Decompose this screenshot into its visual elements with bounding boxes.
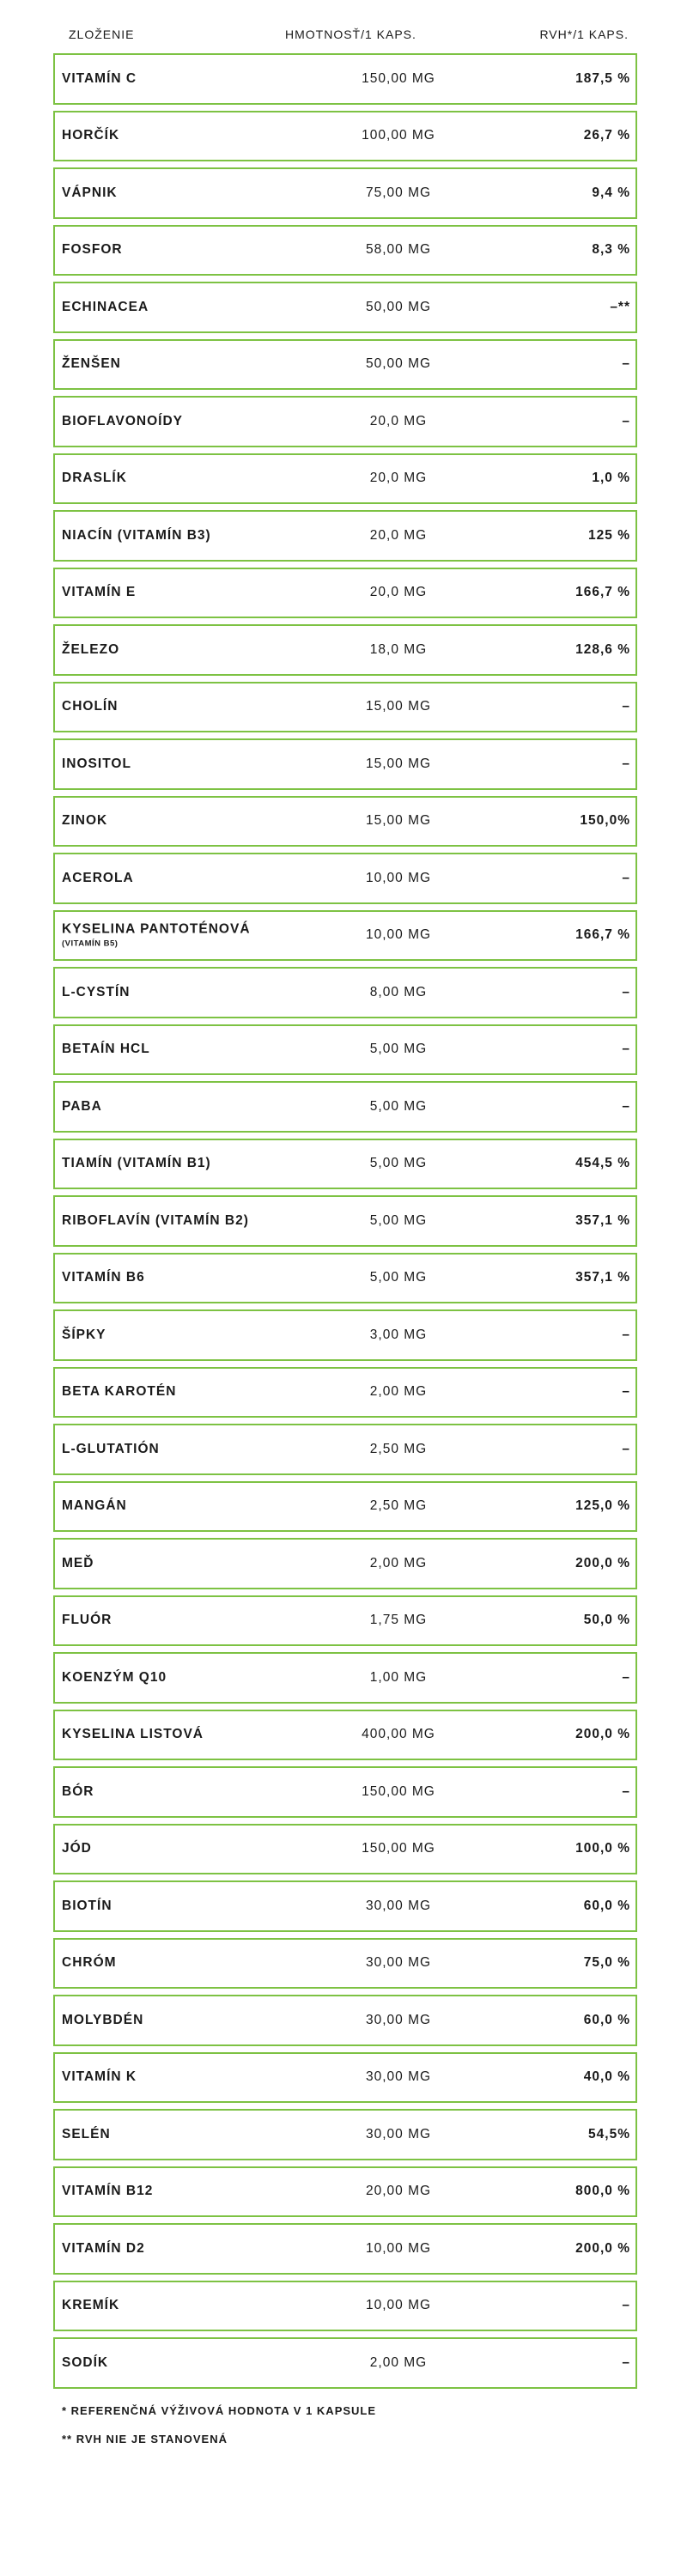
ingredient-label: FLUÓR <box>62 1613 112 1628</box>
ingredient-label: MANGÁN <box>62 1498 127 1514</box>
table-row <box>53 2109 637 2160</box>
ingredient-label: FOSFOR <box>62 242 123 258</box>
ingredient-weight: 400,00 MG <box>362 1727 435 1742</box>
ingredient-label: ZINOK <box>62 813 108 829</box>
column-header-weight: HMOTNOSŤ/1 KAPS. <box>285 27 416 41</box>
table-row <box>53 2281 637 2332</box>
table-row <box>53 1995 637 2046</box>
table-row <box>53 1938 637 1990</box>
table-row <box>53 1253 637 1304</box>
ingredient-rvh: – <box>622 1098 630 1114</box>
ingredient-name <box>62 1442 160 1457</box>
ingredient-name <box>62 1099 102 1115</box>
ingredient-label: MEĎ <box>62 1555 94 1571</box>
ingredient-rvh: – <box>622 1669 630 1685</box>
ingredient-label: VITAMÍN K <box>62 2069 137 2085</box>
table-row <box>53 2166 637 2218</box>
ingredient-weight: 2,00 MG <box>369 1384 428 1400</box>
ingredient-weight: 100,00 MG <box>362 128 435 143</box>
ingredient-rvh: –** <box>610 299 630 314</box>
ingredient-name <box>62 1670 167 1686</box>
ingredient-label: ACEROLA <box>62 870 134 885</box>
table-row <box>53 796 637 848</box>
ingredient-weight: 15,00 MG <box>365 813 432 829</box>
ingredient-name <box>62 1899 112 1914</box>
table-row <box>53 1367 637 1419</box>
ingredient-rvh: – <box>622 2354 630 2370</box>
ingredient-name <box>62 871 134 886</box>
ingredient-label: NIACÍN (VITAMÍN B3) <box>62 527 211 543</box>
ingredient-label: MOLYBDÉN <box>62 2012 144 2027</box>
ingredient-rvh: 166,7 % <box>575 585 630 600</box>
table-row <box>53 1880 637 1932</box>
ingredient-name <box>62 699 118 714</box>
ingredient-weight: 150,00 MG <box>362 70 435 86</box>
ingredient-rvh: – <box>622 699 630 714</box>
ingredient-weight: 75,00 MG <box>365 185 432 200</box>
ingredient-name <box>62 1213 249 1229</box>
table-row <box>53 225 637 276</box>
ingredient-weight: 15,00 MG <box>365 756 432 771</box>
ingredient-name <box>62 1156 211 1171</box>
ingredient-weight: 2,50 MG <box>369 1441 428 1456</box>
ingredient-label: ŽELEZO <box>62 641 120 657</box>
ingredient-label: VITAMÍN D2 <box>62 2240 145 2256</box>
ingredient-name <box>62 71 137 87</box>
ingredient-name <box>62 985 130 1000</box>
ingredient-weight: 10,00 MG <box>365 2298 432 2313</box>
footnote-rvh-definition: * REFERENČNÁ VÝŽIVOVÁ HODNOTA V 1 KAPSULE <box>62 2404 377 2417</box>
ingredient-rvh: – <box>622 413 630 428</box>
ingredient-rvh: 100,0 % <box>575 1841 630 1856</box>
ingredient-label: BIOFLAVONOÍDY <box>62 413 184 428</box>
table-row <box>53 510 637 562</box>
ingredient-label: VITAMÍN B12 <box>62 2184 154 2199</box>
ingredient-rvh: 60,0 % <box>583 2012 630 2027</box>
ingredient-name <box>62 1841 92 1856</box>
ingredient-label: L-CYSTÍN <box>62 984 131 999</box>
table-row <box>53 2223 637 2275</box>
ingredient-weight: 20,00 MG <box>365 2184 432 2199</box>
ingredient-label: BETA KAROTÉN <box>62 1384 177 1400</box>
ingredient-weight: 150,00 MG <box>362 1783 435 1799</box>
ingredient-label: CHRÓM <box>62 1955 117 1971</box>
ingredient-label: BETAÍN HCL <box>62 1042 150 1057</box>
ingredient-rvh: 200,0 % <box>575 1727 630 1742</box>
ingredient-rvh: 60,0 % <box>583 1898 630 1913</box>
ingredient-label: DRASLÍK <box>62 471 127 486</box>
ingredient-label: CHOLÍN <box>62 699 119 714</box>
ingredient-name <box>62 585 136 600</box>
ingredient-weight: 10,00 MG <box>365 927 432 943</box>
ingredient-rvh: 8,3 % <box>592 242 630 258</box>
ingredient-rvh: 454,5 % <box>575 1156 630 1171</box>
table-row <box>53 396 637 447</box>
ingredient-weight: 20,0 MG <box>369 585 428 600</box>
ingredient-weight: 2,00 MG <box>369 1555 428 1571</box>
table-row <box>53 738 637 790</box>
ingredient-name <box>62 2069 137 2085</box>
column-header-composition: ZLOŽENIE <box>69 27 135 41</box>
ingredient-name <box>62 2013 143 2028</box>
ingredient-name <box>62 2298 119 2313</box>
table-row <box>53 1766 637 1818</box>
ingredient-rvh: 128,6 % <box>575 641 630 657</box>
table-row <box>53 624 637 676</box>
ingredient-label: VÁPNIK <box>62 185 118 200</box>
ingredient-label: INOSITOL <box>62 756 131 771</box>
ingredient-rvh: – <box>622 1441 630 1456</box>
ingredient-rvh: 125,0 % <box>575 1498 630 1514</box>
ingredient-rvh: 200,0 % <box>575 2240 630 2256</box>
ingredient-name <box>62 471 127 486</box>
ingredient-label: TIAMÍN (VITAMÍN B1) <box>62 1156 211 1171</box>
table-row <box>53 453 637 505</box>
ingredient-rvh: – <box>622 1042 630 1057</box>
ingredient-rvh: – <box>622 356 630 372</box>
ingredient-name <box>62 922 251 949</box>
ingredient-label: L-GLUTATIÓN <box>62 1441 160 1456</box>
table-header <box>53 27 637 46</box>
ingredient-name <box>62 2241 145 2257</box>
ingredient-label: KOENZÝM Q10 <box>62 1669 167 1685</box>
table-row <box>53 1652 637 1704</box>
table-row <box>53 1139 637 1190</box>
table-row <box>53 282 637 333</box>
ingredient-label: VITAMÍN C <box>62 70 137 86</box>
ingredient-name <box>62 1042 150 1057</box>
column-header-rvh: RVH*/1 KAPS. <box>539 27 629 41</box>
ingredient-rvh: 800,0 % <box>575 2184 630 2199</box>
ingredient-rvh: – <box>622 1783 630 1799</box>
table-row <box>53 1081 637 1133</box>
ingredient-rvh: 75,0 % <box>583 1955 630 1971</box>
ingredient-name <box>62 1384 176 1400</box>
ingredient-name <box>62 2184 153 2199</box>
ingredient-weight: 20,0 MG <box>369 471 428 486</box>
ingredient-weight: 3,00 MG <box>369 1327 428 1342</box>
footnote-rvh-not-set: ** RVH NIE JE STANOVENÁ <box>62 2433 228 2445</box>
table-row <box>53 111 637 162</box>
ingredient-label: KYSELINA LISTOVÁ <box>62 1727 204 1742</box>
table-row <box>53 1309 637 1361</box>
ingredient-name <box>62 185 118 201</box>
ingredient-weight: 50,00 MG <box>365 356 432 372</box>
ingredient-rvh: – <box>622 870 630 885</box>
table-row <box>53 1710 637 1761</box>
ingredient-label: ECHINACEA <box>62 299 149 314</box>
table-row <box>53 967 637 1018</box>
table-row <box>53 339 637 391</box>
ingredient-name <box>62 1498 127 1514</box>
ingredient-label: VITAMÍN E <box>62 585 137 600</box>
table-row <box>53 910 637 962</box>
ingredient-label: SELÉN <box>62 2126 111 2142</box>
ingredient-name <box>62 1270 145 1285</box>
ingredient-rvh: – <box>622 756 630 771</box>
table-row <box>53 853 637 904</box>
ingredient-label: ŽENŠEN <box>62 356 121 372</box>
ingredient-label: KYSELINA PANTOTÉNOVÁ <box>62 921 251 937</box>
ingredient-rvh: 40,0 % <box>583 2069 630 2085</box>
ingredient-weight: 5,00 MG <box>369 1212 428 1228</box>
ingredient-name <box>62 1955 117 1971</box>
table-row <box>53 1824 637 1875</box>
ingredient-rvh: 357,1 % <box>575 1212 630 1228</box>
table-row <box>53 568 637 619</box>
table-row <box>53 1595 637 1647</box>
ingredient-rvh: 9,4 % <box>592 185 630 200</box>
ingredient-name <box>62 1784 94 1800</box>
ingredient-name <box>62 1327 106 1343</box>
ingredient-name <box>62 414 183 429</box>
ingredient-rvh: 357,1 % <box>575 1270 630 1285</box>
ingredient-weight: 58,00 MG <box>365 242 432 258</box>
table-row <box>53 167 637 219</box>
nutrition-table <box>53 53 637 2395</box>
table-row <box>53 1424 637 1475</box>
table-row <box>53 1195 637 1247</box>
table-row <box>53 682 637 733</box>
table-row <box>53 1024 637 1076</box>
ingredient-label: ŠÍPKY <box>62 1327 106 1342</box>
ingredient-weight: 5,00 MG <box>369 1156 428 1171</box>
ingredient-label: KREMÍK <box>62 2298 120 2313</box>
ingredient-weight: 150,00 MG <box>362 1841 435 1856</box>
ingredient-sublabel: (VITAMÍN B5) <box>62 939 119 949</box>
ingredient-label: PABA <box>62 1098 102 1114</box>
ingredient-rvh: 50,0 % <box>583 1613 630 1628</box>
ingredient-weight: 2,00 MG <box>369 2354 428 2370</box>
ingredient-weight: 18,0 MG <box>369 641 428 657</box>
ingredient-rvh: 150,0% <box>580 813 630 829</box>
ingredient-label: SODÍK <box>62 2354 109 2370</box>
ingredient-name <box>62 1556 94 1571</box>
table-row <box>53 1481 637 1533</box>
ingredient-name <box>62 813 107 829</box>
ingredient-label: RIBOFLAVÍN (VITAMÍN B2) <box>62 1212 249 1228</box>
footnotes <box>62 2404 376 2461</box>
ingredient-label: BIOTÍN <box>62 1898 112 1913</box>
ingredient-weight: 30,00 MG <box>365 1955 432 1971</box>
ingredient-weight: 1,00 MG <box>369 1669 428 1685</box>
ingredient-weight: 10,00 MG <box>365 2240 432 2256</box>
ingredient-weight: 30,00 MG <box>365 1898 432 1913</box>
ingredient-rvh: 26,7 % <box>583 128 630 143</box>
ingredient-weight: 50,00 MG <box>365 299 432 314</box>
table-row <box>53 2337 637 2389</box>
ingredient-rvh: 54,5% <box>588 2126 630 2142</box>
ingredient-rvh: 1,0 % <box>592 471 630 486</box>
table-row <box>53 2052 637 2104</box>
ingredient-rvh: 125 % <box>588 527 630 543</box>
table-row <box>53 1538 637 1589</box>
ingredient-rvh: 166,7 % <box>575 927 630 943</box>
ingredient-weight: 20,0 MG <box>369 413 428 428</box>
ingredient-label: BÓR <box>62 1783 94 1799</box>
ingredient-name <box>62 528 211 544</box>
ingredient-name <box>62 356 121 372</box>
ingredient-rvh: – <box>622 1327 630 1342</box>
ingredient-name <box>62 2127 111 2142</box>
ingredient-label: VITAMÍN B6 <box>62 1270 145 1285</box>
ingredient-name <box>62 1727 204 1742</box>
ingredient-name <box>62 756 131 772</box>
ingredient-weight: 30,00 MG <box>365 2126 432 2142</box>
ingredient-weight: 1,75 MG <box>369 1613 428 1628</box>
ingredient-weight: 15,00 MG <box>365 699 432 714</box>
ingredient-name <box>62 2355 108 2371</box>
ingredient-label: JÓD <box>62 1841 92 1856</box>
table-row <box>53 53 637 105</box>
ingredient-name <box>62 128 119 143</box>
ingredient-weight: 20,0 MG <box>369 527 428 543</box>
ingredient-rvh: 187,5 % <box>575 70 630 86</box>
ingredient-weight: 8,00 MG <box>369 984 428 999</box>
ingredient-name <box>62 1613 112 1628</box>
ingredient-rvh: – <box>622 2298 630 2313</box>
ingredient-name <box>62 300 149 315</box>
ingredient-weight: 5,00 MG <box>369 1270 428 1285</box>
ingredient-name <box>62 242 123 258</box>
ingredient-weight: 2,50 MG <box>369 1498 428 1514</box>
ingredient-weight: 30,00 MG <box>365 2012 432 2027</box>
ingredient-weight: 30,00 MG <box>365 2069 432 2085</box>
ingredient-label: HORČÍK <box>62 128 120 143</box>
ingredient-weight: 5,00 MG <box>369 1098 428 1114</box>
ingredient-rvh: 200,0 % <box>575 1555 630 1571</box>
ingredient-rvh: – <box>622 1384 630 1400</box>
ingredient-weight: 10,00 MG <box>365 870 432 885</box>
ingredient-weight: 5,00 MG <box>369 1042 428 1057</box>
ingredient-rvh: – <box>622 984 630 999</box>
ingredient-name <box>62 642 119 658</box>
